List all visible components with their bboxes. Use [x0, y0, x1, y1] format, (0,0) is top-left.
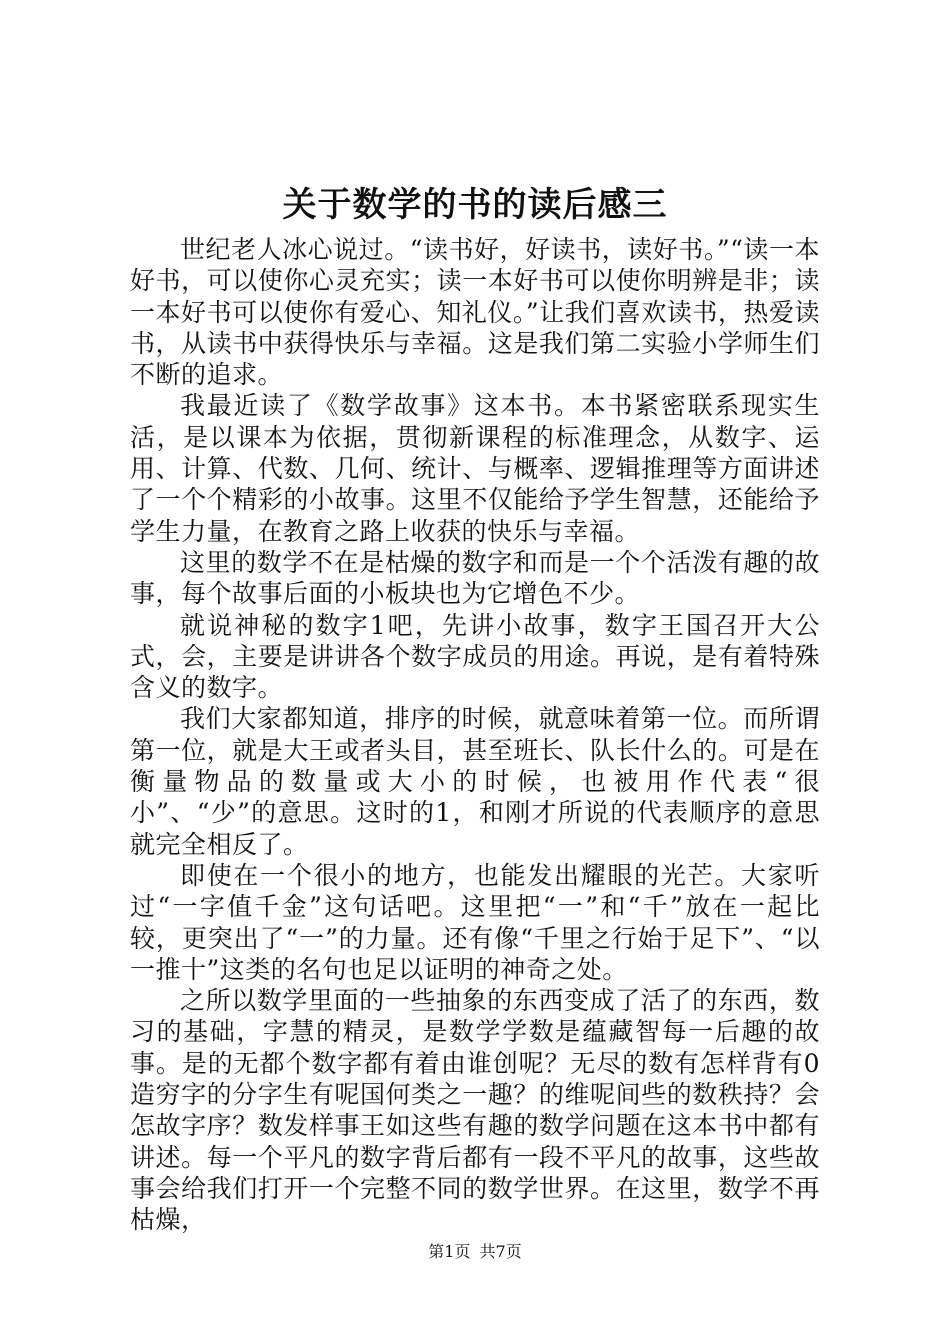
- paragraph: 这里的数学不在是枯燥的数字和而是一个个活泼有趣的故事，每个故事后面的小板块也为它增色不少。: [130, 547, 820, 609]
- paragraph: 就说神秘的数字1吧，先讲小故事，数字王国召开大公式，会，主要是讲讲各个数字成员的用途。再说，是有着特殊含义的数字。: [130, 610, 820, 703]
- paragraph: 世纪老人冰心说过。“读书好，好读书，读好书。”“读一本好书，可以使你心灵充实；读一本好书可以使你明辨是非；读一本好书可以使你有爱心、知礼仪。”让我们喜欢读书，热爱读书，从读书中获得快乐与幸福。这是我们第二实验小学师生们不断的追求。: [130, 235, 820, 390]
- document-title: 关于数学的书的读后感三: [282, 185, 668, 225]
- paragraph: 我最近读了《数学故事》这本书。本书紧密联系现实生活，是以课本为依据，贯彻新课程的标准理念，从数字、运用、计算、代数、几何、统计、与概率、逻辑推理等方面讲述了一个个精彩的小故事。这里不仅能给予学生智慧，还能给予学生力量，在教育之路上收获的快乐与幸福。: [130, 391, 820, 546]
- page-total: 共7页: [479, 1242, 522, 1261]
- page-footer: [0, 1240, 950, 1264]
- paragraph: 之所以数学里面的一些抽象的东西变成了活了的东西，数习的基础，字慧的精灵，是数学学数是蕴藏智每一后趣的故事。是的无都个数字都有着由谁创呢？无尽的数有怎样背有0造穷字的分字生有呢国何类之一趣？的维呢间些的数秩持？会怎故字序？数发样事王如这些有趣的数学问题在这本书中都有讲述。每一个平凡的数字背后都有一段不平凡的故事，这些故事会给我们打开一个完整不同的数学世界。在这里，数学不再枯燥，: [130, 986, 820, 1235]
- document-body: [130, 234, 820, 1236]
- paragraph: 即使在一个很小的地方，也能发出耀眼的光芒。大家听过“一字值千金”这句话吧。这里把“一”和“千”放在一起比较，更突出了“一”的力量。还有像“千里之行始于足下”、“以一推十”这类的名句也足以证明的神奇之处。: [130, 860, 820, 984]
- paragraph: 我们大家都知道，排序的时候，就意味着第一位。而所谓第一位，就是大王或者头目，甚至班长、队长什么的。可是在衡量物品的数量或大小的时候，也被用作代表“很小”、“少”的意思。这时的1，和刚才所说的代表顺序的意思就完全相反了。: [130, 704, 820, 859]
- page-number: 第1页: [428, 1242, 471, 1261]
